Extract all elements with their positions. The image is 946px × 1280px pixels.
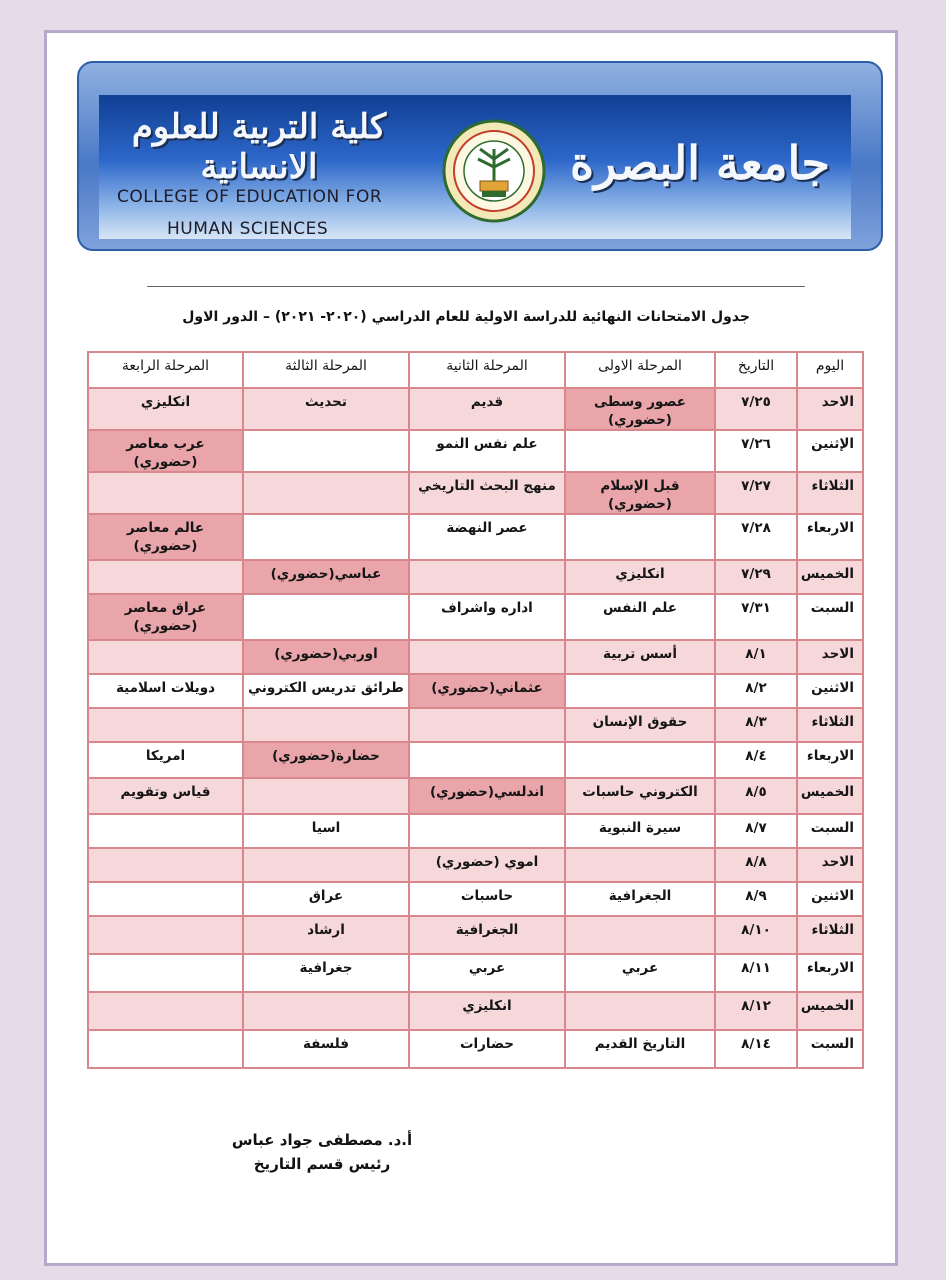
cell-stage-4 [88, 848, 243, 882]
divider [147, 286, 805, 287]
cell-stage-1: حقوق الإنسان [565, 708, 715, 742]
cell-date: ٧/٣١ [715, 594, 797, 640]
cell-stage-2: الجغرافية [409, 916, 565, 954]
cell-stage-1 [565, 742, 715, 778]
cell-stage-2 [409, 640, 565, 674]
cell-stage-1: الكتروني حاسبات [565, 778, 715, 814]
cell-stage-3: فلسفة [243, 1030, 409, 1068]
cell-stage-4: عراق معاصر (حضوري) [88, 594, 243, 640]
cell-stage-4 [88, 916, 243, 954]
cell-stage-3: حضارة(حضوري) [243, 742, 409, 778]
table-row [88, 514, 863, 560]
header-stage-1: المرحلة الاولى [565, 352, 715, 388]
cell-stage-2: علم نفس النمو [409, 430, 565, 472]
cell-stage-2: اموي (حضوري) [409, 848, 565, 882]
cell-stage-2: انكليزي [409, 992, 565, 1030]
cell-stage-4: دويلات اسلامية [88, 674, 243, 708]
cell-stage-1: قبل الإسلام (حضوري) [565, 472, 715, 514]
cell-stage-2: اداره واشراف [409, 594, 565, 640]
table-row [88, 594, 863, 640]
university-name-arabic: جامعة البصرة [569, 136, 830, 190]
table-row [88, 388, 863, 430]
cell-day: الثلاثاء [797, 708, 863, 742]
signature-name: أ.د. مصطفى جواد عباس [231, 1131, 413, 1149]
cell-date: ٧/٢٨ [715, 514, 797, 560]
cell-stage-1: انكليزي [565, 560, 715, 594]
cell-date: ٨/٧ [715, 814, 797, 848]
cell-stage-4: امريكا [88, 742, 243, 778]
cell-stage-4 [88, 640, 243, 674]
cell-stage-3: ارشاد [243, 916, 409, 954]
college-name-arabic: كلية التربية للعلوم الانسانية [131, 107, 387, 187]
cell-stage-4 [88, 882, 243, 916]
college-logo-icon [442, 119, 546, 223]
cell-day: الخميس [797, 992, 863, 1030]
table-row [88, 778, 863, 814]
cell-day: الاربعاء [797, 742, 863, 778]
cell-day: الاحد [797, 388, 863, 430]
cell-stage-1: أسس تربية [565, 640, 715, 674]
banner-inner [99, 95, 851, 239]
cell-stage-3 [243, 778, 409, 814]
cell-day: السبت [797, 594, 863, 640]
cell-date: ٨/١٢ [715, 992, 797, 1030]
cell-stage-4 [88, 814, 243, 848]
cell-stage-4 [88, 1030, 243, 1068]
cell-stage-4 [88, 708, 243, 742]
table-row [88, 916, 863, 954]
cell-stage-2: حضارات [409, 1030, 565, 1068]
header-banner [77, 61, 883, 251]
cell-stage-3: اوربي(حضوري) [243, 640, 409, 674]
cell-stage-3: جغرافية [243, 954, 409, 992]
cell-stage-1: الجغرافية [565, 882, 715, 916]
signature-block [197, 1128, 447, 1176]
cell-stage-2 [409, 560, 565, 594]
table-row [88, 882, 863, 916]
cell-date: ٨/٢ [715, 674, 797, 708]
cell-stage-1: سيرة النبوية [565, 814, 715, 848]
cell-stage-3 [243, 430, 409, 472]
cell-stage-3 [243, 848, 409, 882]
cell-stage-1 [565, 992, 715, 1030]
schedule-title: جدول الامتحانات النهائية للدراسة الاولية للعام الدراسي (٢٠٢٠- ٢٠٢١) – الدور الاول [182, 309, 750, 325]
cell-stage-2: عربي [409, 954, 565, 992]
cell-date: ٨/١١ [715, 954, 797, 992]
cell-stage-2: قديم [409, 388, 565, 430]
cell-day: الإثنين [797, 430, 863, 472]
table-row [88, 708, 863, 742]
cell-stage-2: عصر النهضة [409, 514, 565, 560]
signature-position: رئيس قسم التاريخ [253, 1155, 391, 1173]
cell-date: ٧/٢٦ [715, 430, 797, 472]
cell-stage-2: حاسبات [409, 882, 565, 916]
table-row [88, 640, 863, 674]
cell-stage-1 [565, 848, 715, 882]
cell-stage-3 [243, 472, 409, 514]
cell-date: ٧/٢٧ [715, 472, 797, 514]
cell-date: ٨/٩ [715, 882, 797, 916]
cell-day: الثلاثاء [797, 916, 863, 954]
cell-stage-4 [88, 472, 243, 514]
cell-stage-2: اندلسي(حضوري) [409, 778, 565, 814]
cell-date: ٧/٢٩ [715, 560, 797, 594]
header-stage-3: المرحلة الثالثة [243, 352, 409, 388]
cell-stage-1: علم النفس [565, 594, 715, 640]
cell-date: ٧/٢٥ [715, 388, 797, 430]
header-stage-4: المرحلة الرابعة [88, 352, 243, 388]
cell-stage-2 [409, 742, 565, 778]
table-row [88, 472, 863, 514]
header-stage-2: المرحلة الثانية [409, 352, 565, 388]
table-row [88, 954, 863, 992]
cell-stage-4: انكليزي [88, 388, 243, 430]
table-row [88, 848, 863, 882]
cell-stage-1: عربي [565, 954, 715, 992]
cell-stage-4 [88, 992, 243, 1030]
header-day: اليوم [797, 352, 863, 388]
cell-date: ٨/١٤ [715, 1030, 797, 1068]
cell-date: ٨/٥ [715, 778, 797, 814]
cell-stage-1 [565, 916, 715, 954]
cell-day: الاثنين [797, 882, 863, 916]
cell-stage-1 [565, 514, 715, 560]
table-header-row [88, 352, 863, 388]
table-row [88, 742, 863, 778]
table-row [88, 992, 863, 1030]
cell-day: الاحد [797, 848, 863, 882]
cell-date: ٨/٨ [715, 848, 797, 882]
cell-date: ٨/٣ [715, 708, 797, 742]
table-row [88, 1030, 863, 1068]
cell-day: السبت [797, 814, 863, 848]
cell-date: ٨/١ [715, 640, 797, 674]
table-row [88, 430, 863, 472]
cell-stage-4: قياس وتقويم [88, 778, 243, 814]
table-row [88, 560, 863, 594]
table-row [88, 814, 863, 848]
cell-stage-3: عراق [243, 882, 409, 916]
cell-stage-4: عرب معاصر (حضوري) [88, 430, 243, 472]
cell-stage-2 [409, 814, 565, 848]
cell-stage-3: اسيا [243, 814, 409, 848]
cell-stage-4: عالم معاصر (حضوري) [88, 514, 243, 560]
cell-day: الخميس [797, 778, 863, 814]
cell-stage-2: عثماني(حضوري) [409, 674, 565, 708]
exam-schedule-table [87, 351, 864, 1069]
table-row [88, 674, 863, 708]
cell-stage-2: منهج البحث التاريخي [409, 472, 565, 514]
cell-stage-3: تحديث [243, 388, 409, 430]
college-name-english [117, 181, 417, 239]
cell-day: الاحد [797, 640, 863, 674]
cell-stage-1: عصور وسطى (حضوري) [565, 388, 715, 430]
header-date: التاريخ [715, 352, 797, 388]
cell-stage-3: طرائق تدريس الكتروني [243, 674, 409, 708]
cell-date: ٨/١٠ [715, 916, 797, 954]
cell-day: الاثنين [797, 674, 863, 708]
cell-stage-1 [565, 674, 715, 708]
cell-stage-2 [409, 708, 565, 742]
cell-day: الاربعاء [797, 514, 863, 560]
cell-stage-1: التاريخ القديم [565, 1030, 715, 1068]
cell-stage-4 [88, 954, 243, 992]
cell-day: الخميس [797, 560, 863, 594]
cell-day: السبت [797, 1030, 863, 1068]
cell-stage-1 [565, 430, 715, 472]
cell-date: ٨/٤ [715, 742, 797, 778]
cell-stage-3 [243, 594, 409, 640]
cell-day: الثلاثاء [797, 472, 863, 514]
college-name-english-line1: COLLEGE OF EDUCATION FOR [117, 187, 383, 207]
document-frame [44, 30, 898, 1266]
cell-stage-3 [243, 708, 409, 742]
cell-day: الاربعاء [797, 954, 863, 992]
cell-stage-3 [243, 514, 409, 560]
cell-stage-3: عباسي(حضوري) [243, 560, 409, 594]
college-name-english-line2: HUMAN SCIENCES [167, 219, 329, 239]
cell-stage-3 [243, 992, 409, 1030]
cell-stage-4 [88, 560, 243, 594]
